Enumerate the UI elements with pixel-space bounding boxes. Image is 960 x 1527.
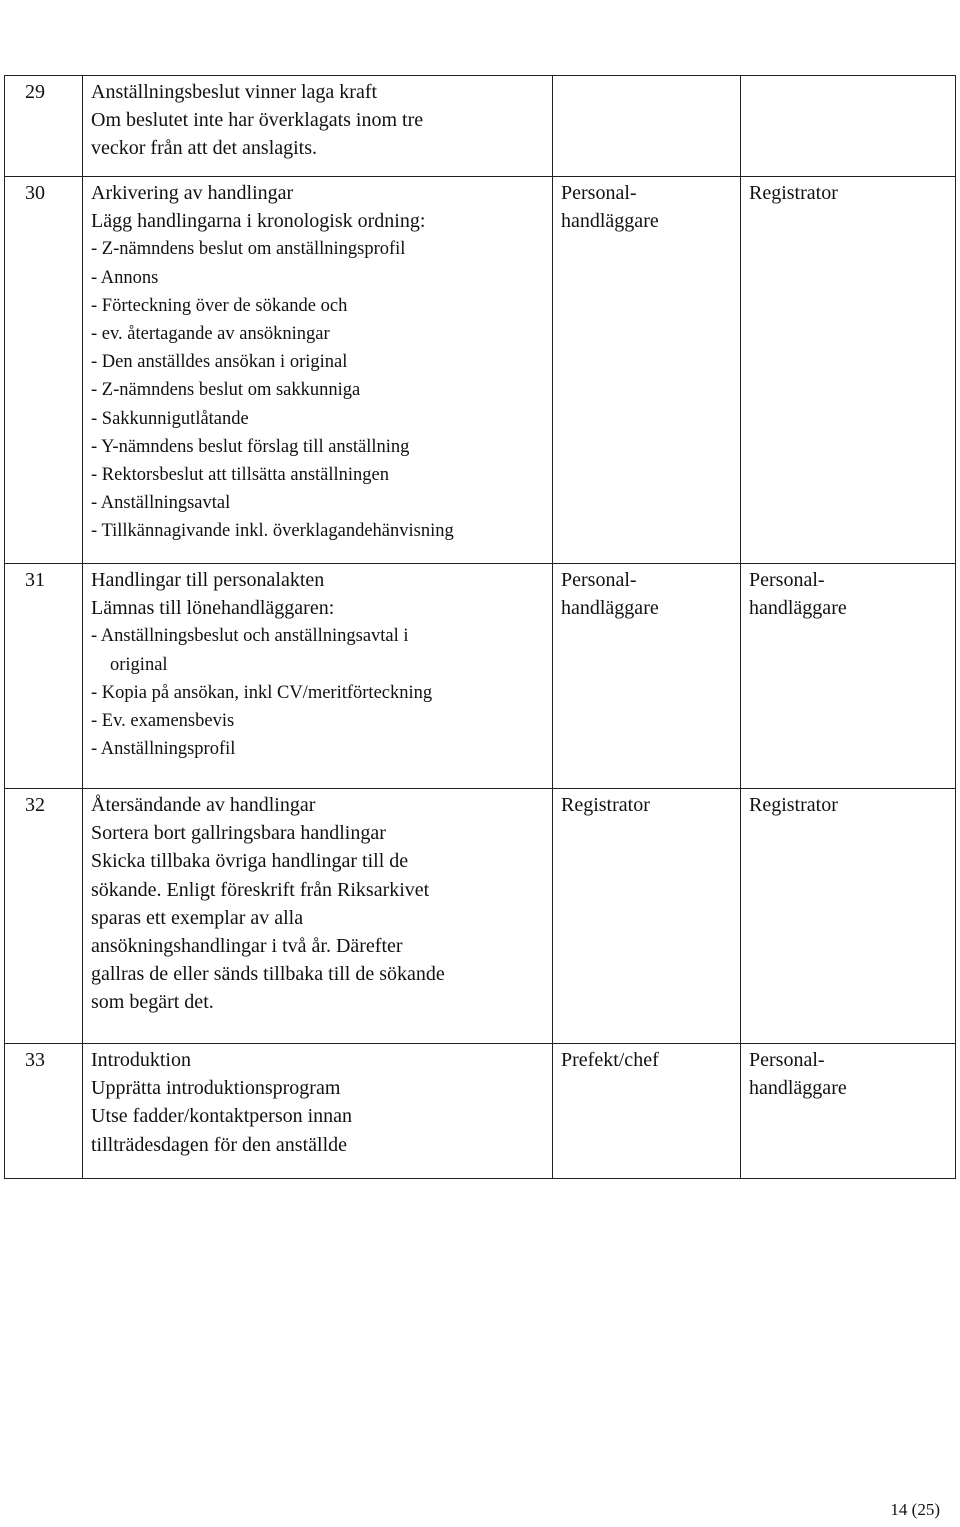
task-heading: Handlingar till personalakten: [91, 569, 325, 591]
responsible-text: Personal-: [561, 569, 637, 591]
task-line: original: [110, 654, 168, 675]
row-number: 32: [5, 789, 83, 1044]
responsible-cell: [553, 76, 741, 177]
table-row: [5, 76, 956, 177]
task-heading: Arkivering av handlingar: [91, 182, 294, 204]
row-number: 33: [5, 1044, 83, 1179]
task-line: veckor från att det anslagits.: [91, 137, 318, 160]
task-line: - Den anställdes ansökan i original: [91, 352, 348, 373]
task-line: - Kopia på ansökan, inkl CV/meritförteckning: [91, 682, 433, 703]
performer-text: Personal-: [749, 569, 825, 591]
task-cell: [83, 177, 553, 564]
responsible-text: Prefekt/chef: [561, 1049, 659, 1071]
row-number: 30: [5, 177, 83, 564]
task-line: sparas ett exemplar av alla: [91, 906, 304, 929]
task-heading: Återsändande av handlingar: [91, 794, 316, 816]
task-line: - Ev. examensbevis: [91, 711, 235, 732]
table-row: [5, 564, 956, 789]
task-line: Upprätta introduktionsprogram: [91, 1077, 341, 1100]
task-line: gallras de eller sänds tillbaka till de sökande: [91, 963, 445, 986]
task-line: ansökningshandlingar i två år. Därefter: [91, 935, 403, 958]
task-line: som begärt det.: [91, 991, 214, 1014]
task-cell: [83, 564, 553, 789]
performer-text: handläggare: [749, 597, 847, 620]
performer-text: handläggare: [749, 1077, 847, 1100]
performer-cell: [741, 76, 956, 177]
responsible-cell: [553, 564, 741, 789]
task-line: Lägg handlingarna i kronologisk ordning:: [91, 210, 426, 233]
task-line: - Annons: [91, 267, 159, 288]
responsible-cell: [553, 789, 741, 1044]
task-line: - Rektorsbeslut att tillsätta anställningen: [91, 465, 389, 486]
task-line: Utse fadder/kontaktperson innan: [91, 1105, 353, 1128]
table-row: [5, 1044, 956, 1179]
responsible-cell: [553, 1044, 741, 1179]
task-cell: [83, 76, 553, 177]
task-line: Sortera bort gallringsbara handlingar: [91, 822, 386, 845]
task-line: - Z-nämndens beslut om sakkunniga: [91, 380, 361, 401]
performer-text: Registrator: [749, 794, 838, 816]
task-line: sökande. Enligt föreskrift från Riksarkivet: [91, 878, 430, 901]
task-line: - Anställningsavtal: [91, 493, 231, 514]
task-heading: Introduktion: [91, 1049, 191, 1071]
task-heading: Anställningsbeslut vinner laga kraft: [91, 81, 378, 103]
task-line: Skicka tillbaka övriga handlingar till de: [91, 850, 409, 873]
task-line: - Y-nämndens beslut förslag till anställning: [91, 436, 410, 457]
responsible-cell: [553, 177, 741, 564]
page-number: 14 (25): [890, 1500, 940, 1519]
task-line: - Z-nämndens beslut om anställningsprofil: [91, 239, 406, 260]
performer-cell: [741, 564, 956, 789]
task-line: tillträdesdagen för den anställde: [91, 1133, 348, 1156]
responsible-text: Registrator: [561, 794, 650, 816]
table-row: [5, 177, 956, 564]
responsible-text: handläggare: [561, 210, 659, 233]
table-row: [5, 789, 956, 1044]
task-line: - Förteckning över de sökande och: [91, 295, 348, 316]
performer-cell: [741, 177, 956, 564]
task-line: - Anställningsprofil: [91, 739, 236, 760]
task-line: Lämnas till lönehandläggaren:: [91, 597, 335, 620]
performer-text: Registrator: [749, 182, 838, 204]
row-number: 31: [5, 564, 83, 789]
task-line: - ev. återtagande av ansökningar: [91, 324, 330, 345]
row-number: 29: [5, 76, 83, 177]
task-line: - Tillkännagivande inkl. överklagandehänvisning: [91, 521, 454, 542]
performer-cell: [741, 789, 956, 1044]
task-line: - Anställningsbeslut och anställningsavtal i: [91, 626, 409, 647]
task-line: Om beslutet inte har överklagats inom tre: [91, 109, 424, 132]
responsible-text: handläggare: [561, 597, 659, 620]
performer-cell: [741, 1044, 956, 1179]
performer-text: Personal-: [749, 1049, 825, 1071]
task-cell: [83, 1044, 553, 1179]
task-cell: [83, 789, 553, 1044]
procedure-table: [4, 75, 956, 1179]
responsible-text: Personal-: [561, 182, 637, 204]
task-line: - Sakkunnigutlåtande: [91, 408, 249, 429]
